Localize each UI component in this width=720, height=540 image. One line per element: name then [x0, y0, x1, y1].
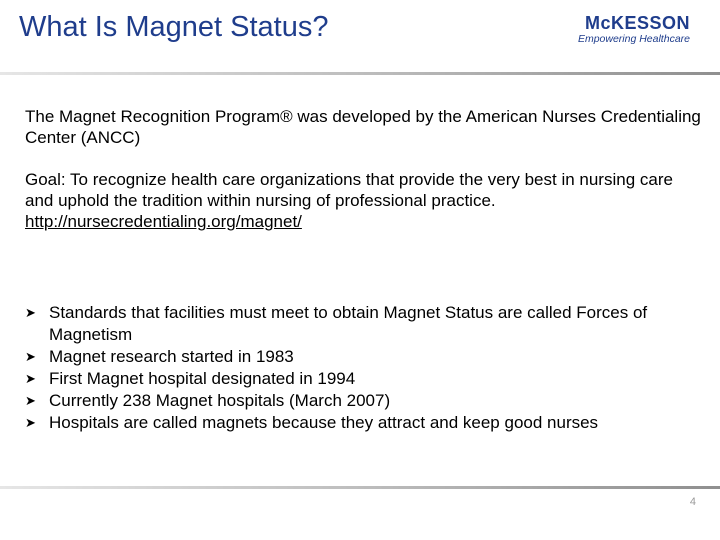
list-item — [25, 368, 705, 390]
slide-title: What Is Magnet Status? — [19, 11, 329, 43]
bullet-list — [25, 302, 705, 434]
list-item — [25, 346, 705, 368]
arrow-bullet-icon: ➤ — [25, 371, 36, 386]
list-item — [25, 390, 705, 412]
bullet-text: Magnet research started in 1983 — [49, 347, 294, 366]
bullet-text: First Magnet hospital designated in 1994 — [49, 369, 356, 388]
magnet-link[interactable]: http://nursecredentialing.org/magnet/ — [25, 212, 302, 231]
header-divider — [0, 72, 720, 75]
slide-body — [25, 106, 705, 232]
arrow-bullet-icon: ➤ — [25, 305, 36, 320]
list-item — [25, 412, 705, 434]
logo-tagline: Empowering Healthcare — [577, 33, 690, 45]
footer-divider — [0, 486, 720, 489]
mckesson-logo — [578, 14, 690, 45]
page-number: 4 — [689, 496, 696, 508]
list-item — [25, 302, 705, 346]
intro-paragraph: The Magnet Recognition Program® was developed by the American Nurses Credentialing Center (ANCC) — [25, 107, 701, 147]
goal-paragraph — [25, 169, 705, 232]
arrow-bullet-icon: ➤ — [25, 349, 36, 364]
goal-text: Goal: To recognize health care organizations that provide the very best in nursing care and uphold the tradition within nursing of professional practice. — [25, 170, 673, 210]
bullet-text: Currently 238 Magnet hospitals (March 2007) — [49, 391, 391, 410]
arrow-bullet-icon: ➤ — [25, 393, 36, 408]
arrow-bullet-icon: ➤ — [25, 415, 36, 430]
logo-name: McKESSON — [584, 13, 690, 33]
bullet-text: Standards that facilities must meet to obtain Magnet Status are called Forces of Magnetism — [49, 303, 648, 344]
bullet-text: Hospitals are called magnets because they attract and keep good nurses — [49, 413, 599, 432]
